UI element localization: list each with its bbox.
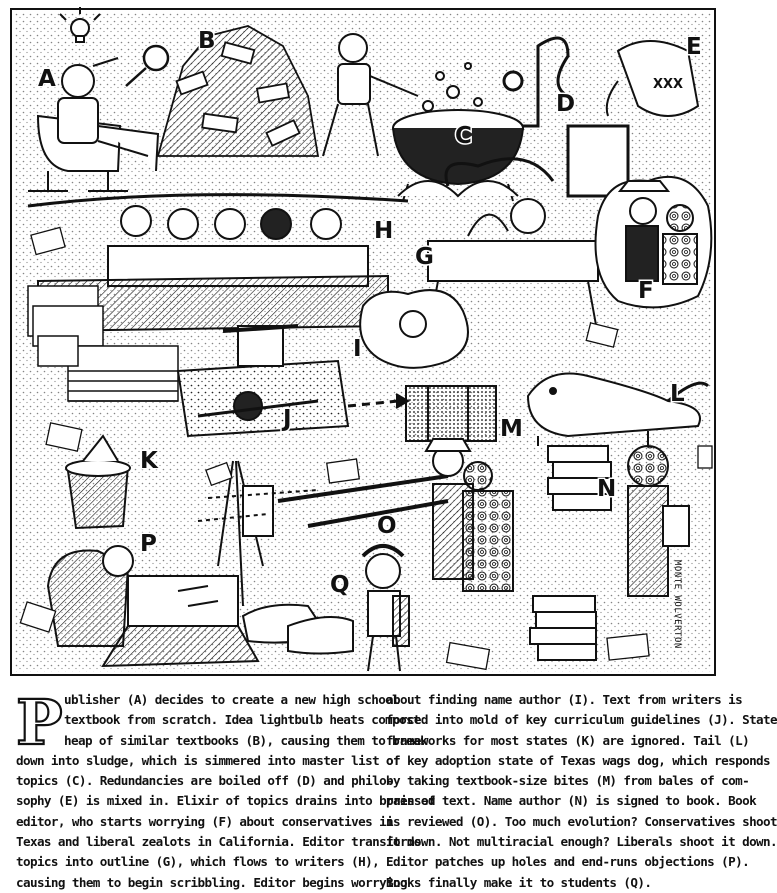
caption-line: frameworks for most states (K) are ignored. Tail (L) (386, 732, 750, 748)
author-thought-cloud (360, 290, 468, 368)
caption-column-right (386, 690, 777, 893)
label-k: K (140, 448, 158, 474)
caption-line: about finding name author (I). Text from writers is (386, 692, 743, 707)
caption-line: Texas and liberal zealots in California. Editor transforms (16, 834, 421, 850)
jug-label: XXX (653, 77, 684, 92)
dropcap-glyph: P (16, 686, 63, 759)
artist-credit: MONTE WOLVERTON (672, 560, 682, 649)
label-n: N (597, 476, 617, 502)
label-o: O (377, 513, 397, 539)
caption-line: editor, who starts worrying (F) about conservatives in (16, 813, 394, 829)
caption-line: of key adoption state of Texas wags dog, which responds (386, 752, 771, 768)
label-a: A (38, 66, 56, 92)
text-bale (406, 386, 496, 441)
label-l: L (670, 381, 685, 407)
caption-line: is reviewed (O). Too much evolution? Conservatives shoot (386, 813, 777, 829)
label-j: J (283, 406, 292, 432)
caption-line: sophy (E) is mixed in. Elixir of topics drains into brain of (16, 793, 435, 809)
caption-text (16, 686, 777, 890)
label-g: G (415, 244, 434, 270)
caption-line: causing them to begin scribbling. Editor begins worrying (16, 874, 407, 890)
caption-line: pressed text. Name author (N) is signed to book. Book (386, 793, 757, 809)
caption-line: topics (C). Redundancies are boiled off (D) and philo- (16, 773, 394, 789)
caption-column-left (16, 690, 435, 893)
cartoon-illustration (8, 6, 718, 678)
label-d: D (556, 91, 576, 117)
label-c: C (455, 123, 472, 149)
caption-line: by taking textbook-size bites (M) from bales of com- (386, 773, 750, 789)
caption-line: ublisher (A) decides to create a new high school (64, 692, 400, 707)
label-i: I (353, 336, 362, 362)
label-f: F (638, 278, 654, 304)
label-b: B (198, 28, 216, 54)
caption-line: it down. Not multiracial enough? Liberals shoot it down. (386, 834, 777, 850)
label-h: H (374, 218, 394, 244)
caption-line: topics into outline (G), which flows to writers (H), (16, 854, 380, 870)
label-e: E (686, 34, 702, 60)
caption-line: Editor patches up holes and end-runs objections (P). (386, 854, 750, 870)
caption-line: textbook from scratch. Idea lightbulb heats compost (64, 712, 421, 728)
label-q: Q (330, 572, 350, 598)
label-m: M (500, 416, 523, 442)
caption-line: down into sludge, which is simmered into master list of (16, 752, 401, 768)
caption-line: Books finally make it to students (Q). (386, 874, 652, 890)
caption-line: forced into mold of key curriculum guidelines (J). State (386, 712, 777, 728)
label-p: P (140, 531, 157, 557)
caption-line: heap of similar textbooks (B), causing them to break (64, 732, 428, 748)
